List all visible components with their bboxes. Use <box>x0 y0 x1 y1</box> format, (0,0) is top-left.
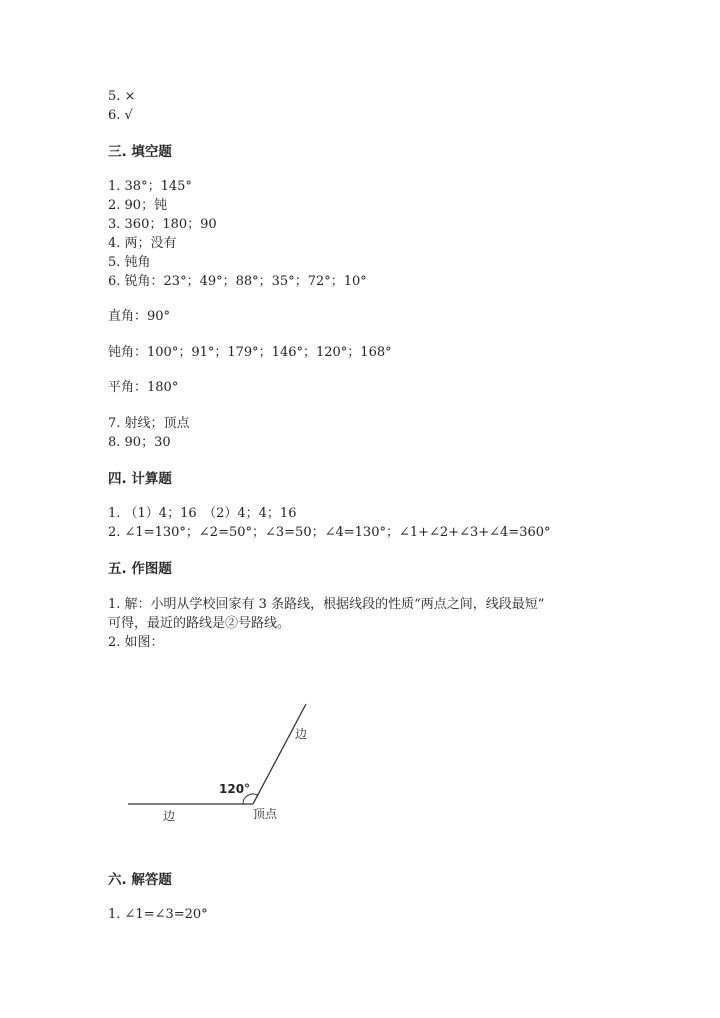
s6-item-1: 1. ∠1=∠3=20° <box>108 907 208 922</box>
side-label-bottom: 边 <box>163 809 176 823</box>
side-label-top: 边 <box>295 727 308 741</box>
s5-item-2: 2. 如图： <box>108 635 164 650</box>
s4-item-2: 2. ∠1=130°；∠2=50°；∠3=50；∠4=130°；∠1+∠2+∠3+∠4=360° <box>108 525 551 540</box>
s3-item-3: 3. 360；180；90 <box>108 217 217 232</box>
s4-item-1: 1. （1）4；16 （2）4；4；16 <box>108 506 297 521</box>
s3-obtuse-angle: 钝角：100°；91°；179°；146°；120°；168° <box>108 345 392 360</box>
section-3-title: 三. 填空题 <box>108 144 172 160</box>
s3-item-6: 6. 锐角：23°；49°；88°；35°；72°；10° <box>108 274 367 289</box>
s3-straight-angle: 平角：180° <box>108 380 179 395</box>
s3-item-5: 5. 钝角 <box>108 255 151 270</box>
slanted-ray <box>253 704 306 804</box>
answer-5: 5. × <box>108 89 136 104</box>
section-6-title: 六. 解答题 <box>108 872 172 888</box>
s3-item-7: 7. 射线；顶点 <box>108 416 190 431</box>
section-4-title: 四. 计算题 <box>108 471 172 487</box>
answer-6: 6. √ <box>108 108 133 123</box>
section-5-title: 五. 作图题 <box>108 561 172 577</box>
angle-label: 120° <box>219 782 251 796</box>
s3-right-angle: 直角：90° <box>108 309 171 324</box>
s3-item-8: 8. 90；30 <box>108 435 171 450</box>
s3-item-2: 2. 90；钝 <box>108 198 168 213</box>
s5-item-1-line-1: 1. 解：小明从学校回家有 3 条路线，根据线段的性质“两点之间，线段最短” <box>108 597 545 612</box>
angle-figure <box>100 690 340 830</box>
s3-item-4: 4. 两；没有 <box>108 236 177 251</box>
s5-item-1-line-2: 可得，最近的路线是②号路线。 <box>108 616 291 631</box>
vertex-label: 顶点 <box>253 807 278 821</box>
s3-item-1: 1. 38°；145° <box>108 179 192 194</box>
